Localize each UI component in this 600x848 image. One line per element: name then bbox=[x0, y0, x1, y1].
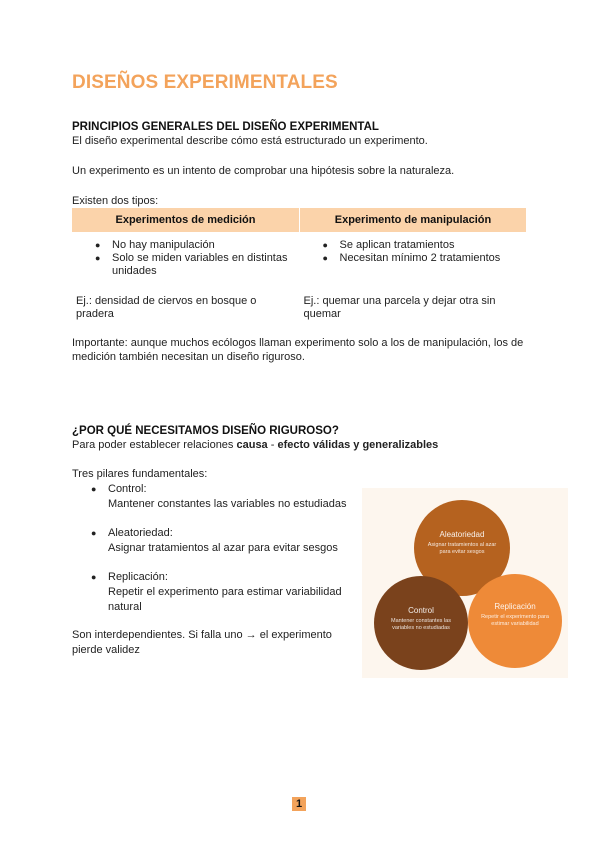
paragraph-types-intro: Existen dos tipos: bbox=[72, 195, 159, 207]
pillar-desc: Asignar tratamientos al azar para evitar sesgos bbox=[108, 542, 338, 554]
diagram-circle-replicacion bbox=[468, 574, 562, 668]
bullet-icon: ● bbox=[91, 528, 97, 538]
bullet-icon: ● bbox=[91, 484, 97, 494]
page-number: 1 bbox=[292, 797, 306, 811]
circle-title: Aleatoriedad bbox=[439, 530, 485, 539]
section-heading-principios: PRINCIPIOS GENERALES DEL DISEÑO EXPERIMENTAL bbox=[72, 121, 379, 133]
table-header-row bbox=[72, 208, 526, 232]
circle-desc: Repetir el experimento para estimar variabilidad bbox=[481, 614, 549, 627]
table-header-manipulacion: Experimento de manipulación bbox=[300, 208, 527, 232]
bullet-icon: ● bbox=[322, 240, 328, 250]
circle-desc: Mantener constantes las variables no estudiadas bbox=[391, 618, 451, 631]
table-cell-manipulacion-example: Ej.: quemar una parcela y dejar otra sin quemar bbox=[303, 295, 496, 320]
list-item bbox=[72, 570, 362, 615]
paragraph-definition: El diseño experimental describe cómo está estructurado un experimento. bbox=[72, 135, 428, 147]
paragraph-important: Importante: aunque muchos ecólogos llaman experimento solo a los de manipulación, los de medición también necesitan un diseño riguroso. bbox=[72, 337, 524, 363]
list-item bbox=[300, 252, 527, 265]
circle-desc: Asignar tratamientos al azar para evitar sesgos bbox=[427, 542, 497, 555]
paragraph-causa-efecto bbox=[72, 438, 438, 452]
bullet-icon: ● bbox=[95, 240, 101, 250]
table-cell-medicion-bullets bbox=[72, 232, 300, 289]
pillar-name: Control: bbox=[108, 483, 147, 495]
list-item bbox=[72, 482, 362, 512]
paragraph-pillars-intro: Tres pilares fundamentales: bbox=[72, 468, 208, 480]
bullet-icon: ● bbox=[95, 253, 101, 263]
table-row bbox=[72, 232, 526, 289]
list-item bbox=[72, 252, 300, 278]
bullet-text: Necesitan mínimo 2 tratamientos bbox=[339, 252, 501, 264]
pillars-list bbox=[72, 482, 362, 615]
section-heading-por-que: ¿POR QUÉ NECESITAMOS DISEÑO RIGUROSO? bbox=[72, 425, 339, 437]
paragraph-experiment: Un experimento es un intento de comprobar una hipótesis sobre la naturaleza. bbox=[72, 165, 455, 177]
bullet-text: Solo se miden variables en distintas unidades bbox=[112, 252, 288, 277]
intro-bold-causa: causa bbox=[236, 439, 268, 451]
intro-bold-efecto: efecto válidas y generalizables bbox=[277, 439, 439, 451]
page-title: DISEÑOS EXPERIMENTALES bbox=[72, 72, 338, 93]
diagram-circle-control bbox=[374, 576, 468, 670]
pillar-name: Aleatoriedad: bbox=[108, 527, 173, 539]
bullet-text: No hay manipulación bbox=[112, 239, 215, 251]
bullet-icon: ● bbox=[322, 253, 328, 263]
circle-title: Replicación bbox=[494, 602, 536, 611]
pillar-desc: Mantener constantes las variables no estudiadas bbox=[108, 498, 347, 510]
table-row bbox=[72, 289, 526, 321]
intro-text: Para poder establecer relaciones bbox=[72, 439, 237, 451]
bullet-icon: ● bbox=[91, 572, 97, 582]
intro-separator: - bbox=[267, 439, 278, 451]
table-cell-manipulacion-bullets bbox=[300, 232, 527, 289]
list-item bbox=[300, 239, 527, 252]
bullet-text: Se aplican tratamientos bbox=[339, 239, 455, 251]
table-header-medicion: Experimentos de medición bbox=[72, 208, 300, 232]
circle-title: Control bbox=[408, 606, 434, 615]
list-item bbox=[72, 526, 362, 556]
experiment-types-table bbox=[72, 208, 526, 321]
pillar-name: Replicación: bbox=[108, 571, 168, 583]
pillar-desc: Repetir el experimento para estimar variabilidad natural bbox=[108, 586, 342, 613]
pillars-diagram bbox=[362, 488, 568, 678]
paragraph-closing: Son interdependientes. Si falla uno → el experimento pierde validez bbox=[72, 629, 332, 656]
list-item bbox=[72, 239, 300, 252]
table-cell-medicion-example: Ej.: densidad de ciervos en bosque o pradera bbox=[76, 295, 257, 320]
